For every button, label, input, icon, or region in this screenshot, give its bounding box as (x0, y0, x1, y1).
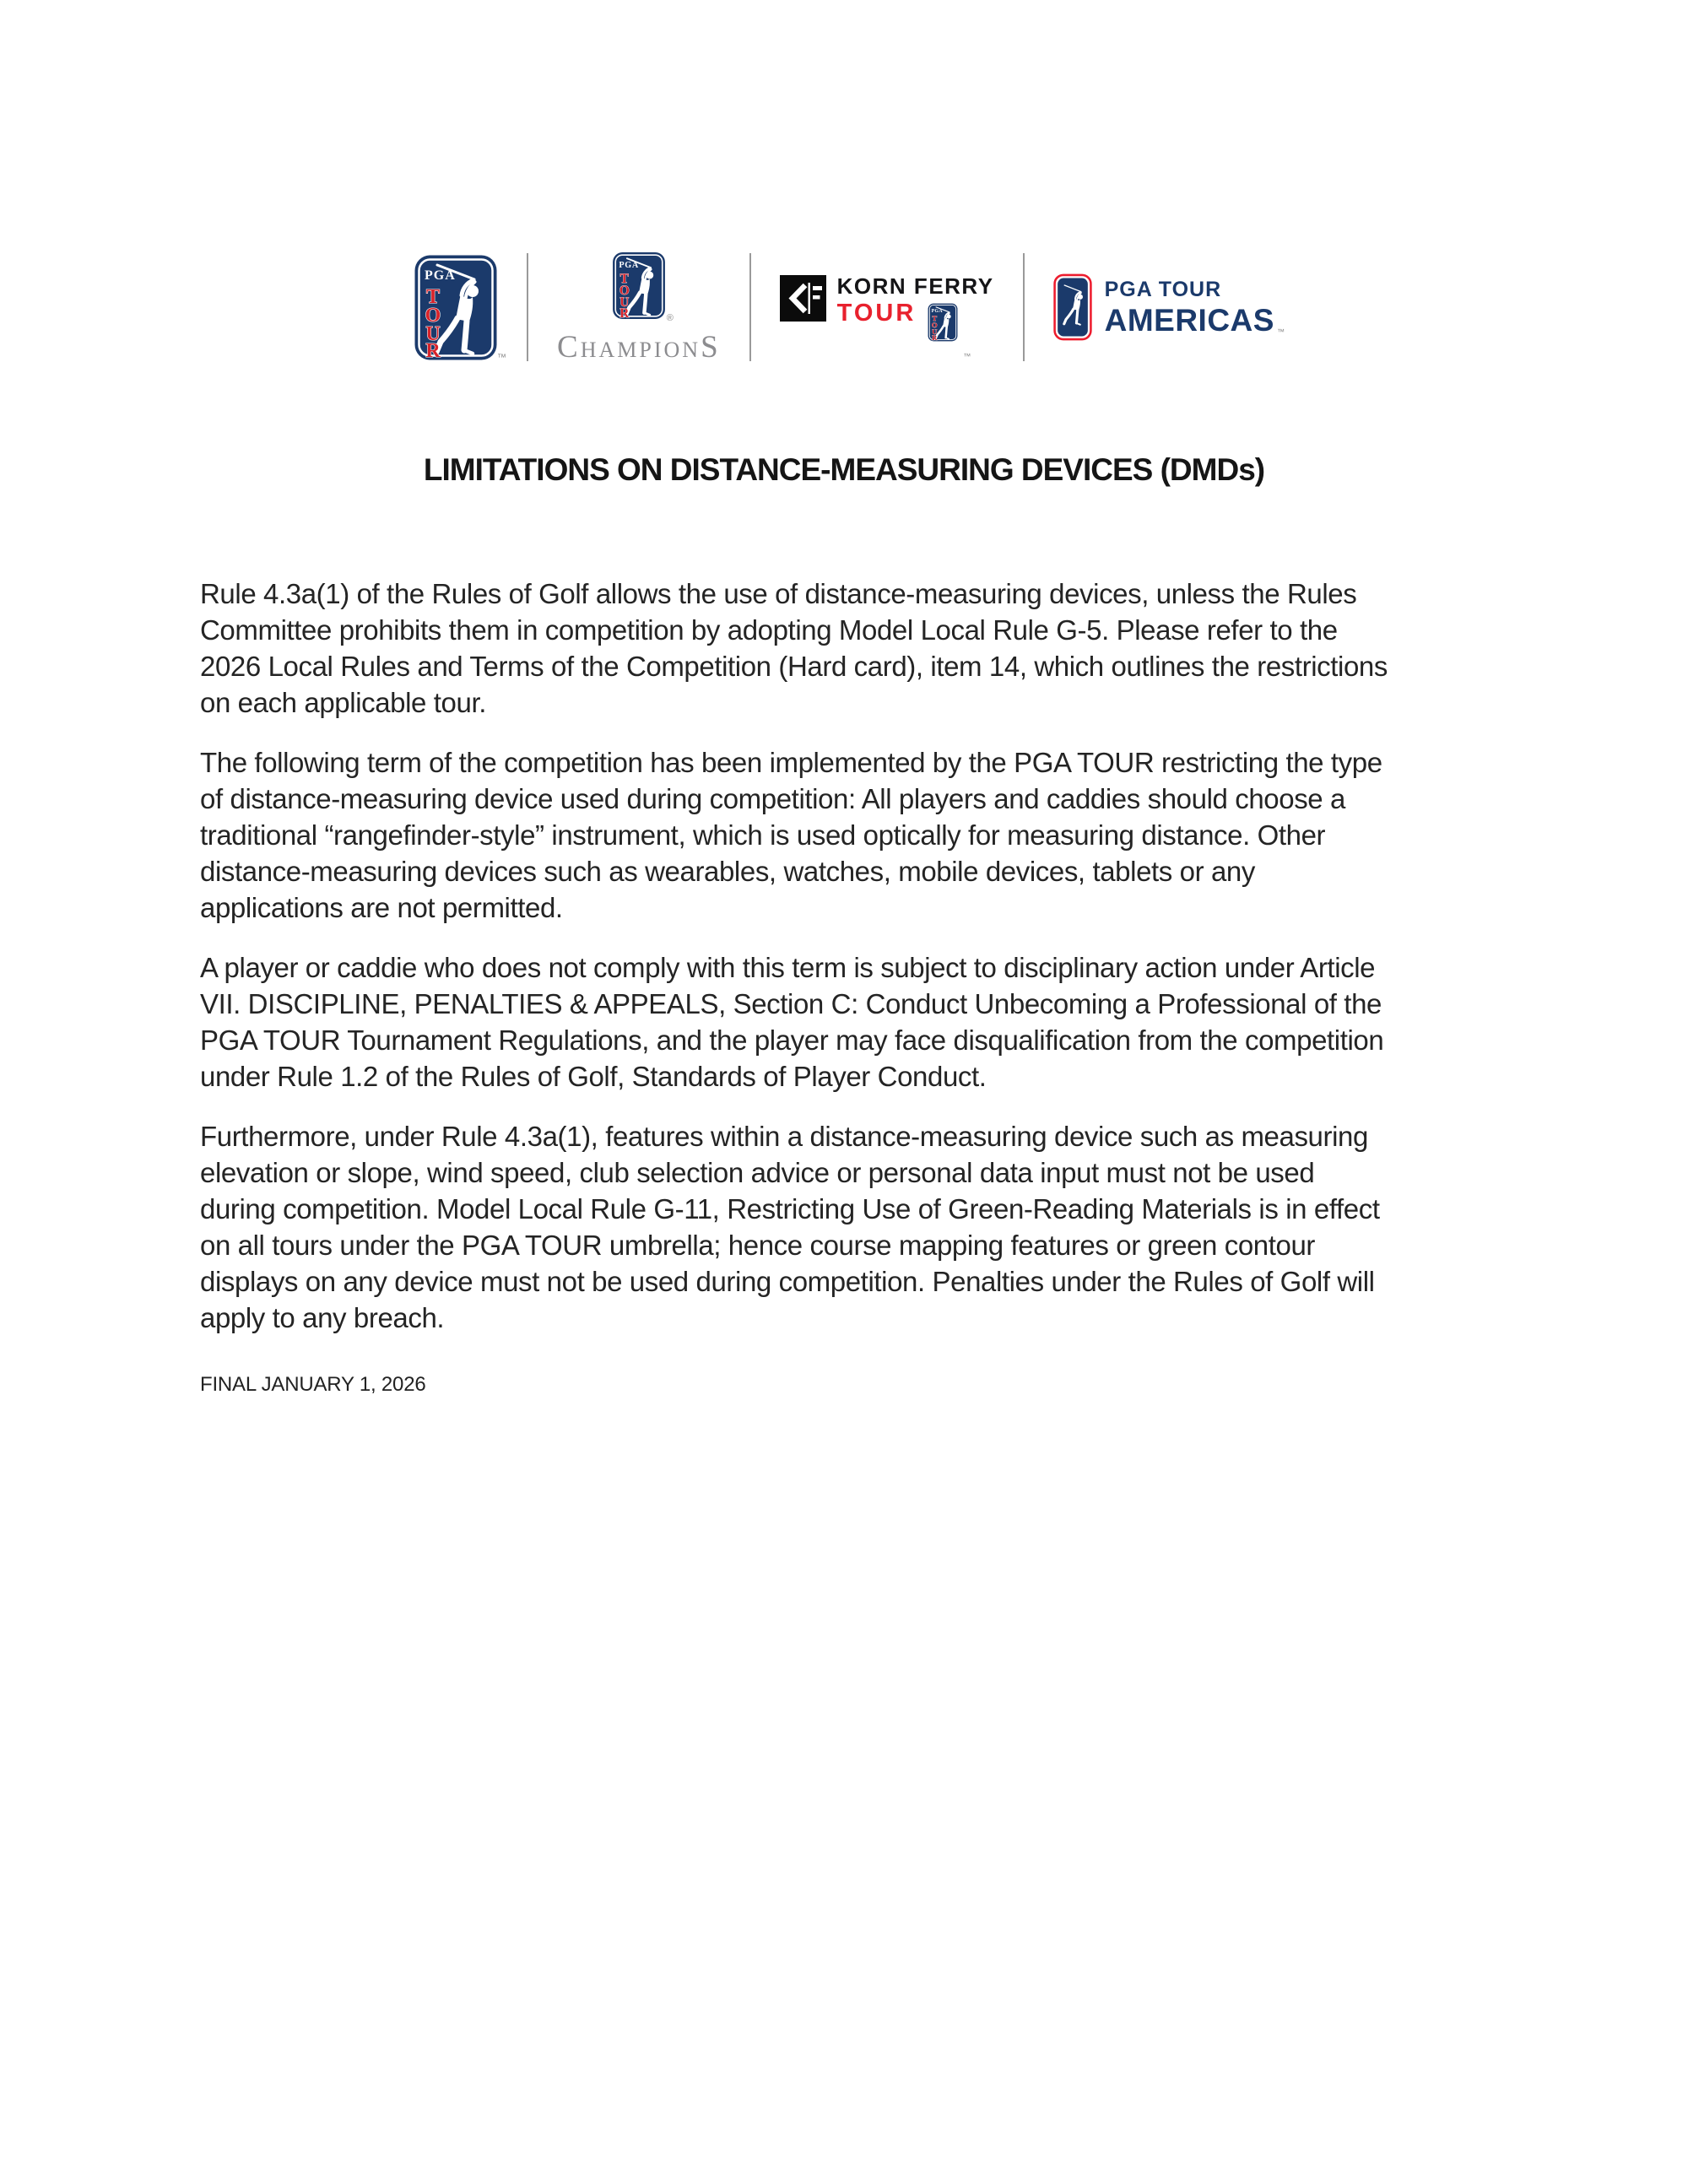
logo-divider (749, 253, 751, 361)
text-line: under Rule 1.2 of the Rules of Golf, Standards of Player Conduct. (200, 1061, 987, 1092)
text-line: traditional “rangefinder-style” instrument, which is used optically for measuring distance. Other (200, 819, 1326, 851)
final-date-note: FINAL JANUARY 1, 2026 (200, 1373, 426, 1396)
paragraph-4 (200, 1118, 1511, 1336)
trademark-symbol: ™ (963, 351, 971, 360)
trademark-symbol: ™ (1276, 327, 1285, 336)
text-line: Rule 4.3a(1) of the Rules of Golf allows the use of distance-measuring devices, unless the Rules (200, 578, 1357, 609)
text-line: PGA TOUR Tournament Regulations, and the player may face disqualification from the competition (200, 1024, 1384, 1056)
logo-divider (1023, 253, 1025, 361)
korn-ferry-tour-label: TOUR (836, 299, 917, 327)
registered-symbol: ® (666, 313, 674, 323)
paragraph-3 (200, 949, 1511, 1095)
americas-line2: AMERICAS (1104, 302, 1274, 338)
text-line: The following term of the competition has been implemented by the PGA TOUR restricting the type (200, 747, 1382, 778)
text-line: distance-measuring devices such as wearables, watches, mobile devices, tablets or any (200, 856, 1255, 887)
text-line: on each applicable tour. (200, 687, 486, 718)
text-line: of distance-measuring device used during competition: All players and caddies should choose a (200, 783, 1345, 814)
pga-tour-logo (414, 254, 507, 363)
text-line: Committee prohibits them in competition by adopting Model Local Rule G-5. Please refer to the (200, 614, 1338, 646)
korn-ferry-monogram-icon (780, 275, 826, 322)
trademark-symbol: ™ (497, 352, 507, 363)
text-line: VII. DISCIPLINE, PENALTIES & APPEALS, Section C: Conduct Unbecoming a Professional of the (200, 988, 1382, 1019)
logo-divider (527, 253, 528, 361)
page-title: LIMITATIONS ON DISTANCE-MEASURING DEVICES (DMDs) (423, 452, 1265, 487)
text-line: elevation or slope, wind speed, club selection advice or personal data input must not be used (200, 1157, 1315, 1188)
pga-tour-shield-icon (612, 251, 666, 320)
paragraph-2 (200, 744, 1511, 926)
text-line: displays on any device must not be used during competition. Penalties under the Rules of Golf will (200, 1266, 1375, 1297)
pga-tour-americas-logo (1053, 273, 1285, 341)
pga-tour-champions-logo (557, 251, 721, 363)
pga-tour-shield-icon (414, 254, 498, 361)
champions-wordmark: CHAMPIONS (557, 330, 721, 365)
korn-ferry-tour-logo (780, 273, 994, 360)
korn-ferry-name: KORN FERRY (836, 273, 994, 299)
document-body (200, 576, 1511, 1397)
pga-tour-americas-shield-icon (1053, 273, 1092, 341)
americas-line1: PGA TOUR (1104, 277, 1222, 301)
text-line: A player or caddie who does not comply with this term is subject to disciplinary action under Article (200, 952, 1376, 983)
text-line: apply to any breach. (200, 1302, 445, 1333)
text-line: 2026 Local Rules and Terms of the Competition (Hard card), item 14, which outlines the restrictions (200, 651, 1388, 682)
pga-tour-shield-icon (928, 303, 958, 342)
text-line: during competition. Model Local Rule G-11, Restricting Use of Green-Reading Materials is in effect (200, 1193, 1380, 1224)
tour-logo-band (0, 253, 1688, 365)
paragraph-1 (200, 576, 1511, 721)
text-line: applications are not permitted. (200, 892, 563, 923)
text-line: on all tours under the PGA TOUR umbrella; hence course mapping features or green contour (200, 1230, 1316, 1261)
text-line: Furthermore, under Rule 4.3a(1), features within a distance-measuring device such as measuring (200, 1121, 1368, 1152)
